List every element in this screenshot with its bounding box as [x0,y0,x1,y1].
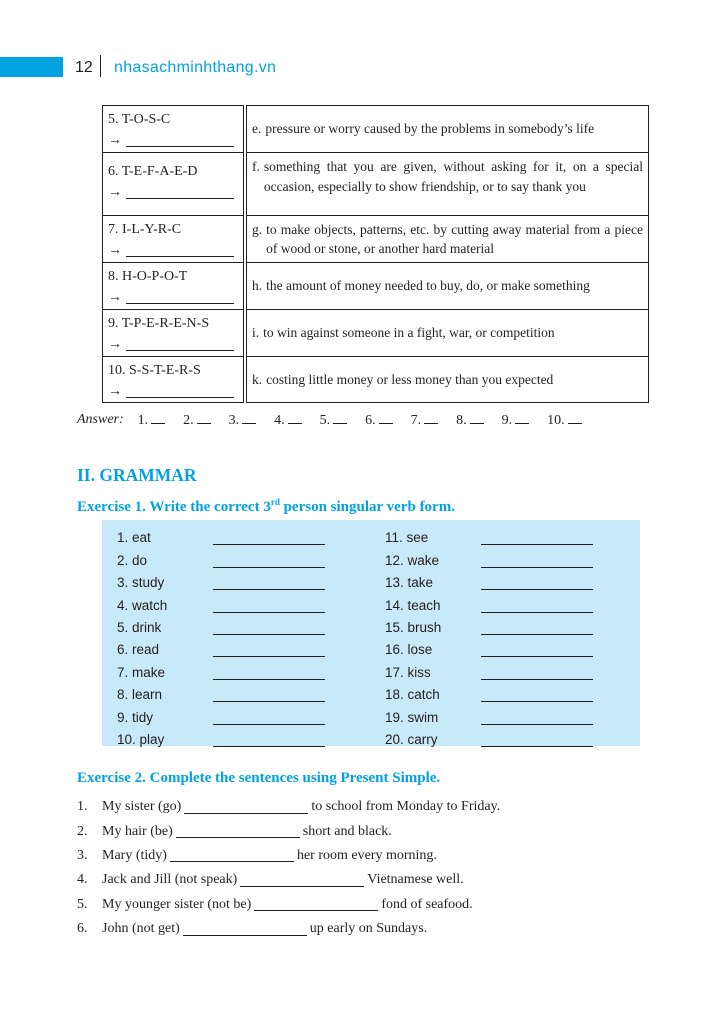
definition-cell [246,262,649,309]
verb-answer-blank[interactable] [481,687,593,702]
scrambled-word: 5. T-O-S-C [108,112,171,127]
answer-item[interactable]: 6. [365,412,393,429]
arrow-icon: → [108,133,122,148]
scrambled-word-cell [102,215,244,262]
answer-item[interactable]: 7. [411,412,439,429]
arrow-icon: → [108,290,122,305]
verb-answer-blank[interactable] [481,642,593,657]
verb-answer-blank[interactable] [481,710,593,725]
answer-item[interactable]: 4. [274,412,302,429]
scrambled-word: 6. T-E-F-A-E-D [108,164,198,179]
vocab-row [102,309,649,356]
definition-text: to win against someone in a fight, war, or competition [263,325,555,341]
arrow-icon: → [108,185,122,200]
answer-item[interactable]: 3. [229,412,257,429]
answer-blank[interactable] [126,135,234,147]
scrambled-word-cell [102,309,244,356]
answer-item[interactable]: 9. [502,412,530,429]
vocab-row [102,152,649,215]
scrambled-word-cell [102,356,244,403]
verb-item: 9. tidy [117,702,325,724]
definition-cell [246,309,649,356]
verb-item: 7. make [117,657,325,679]
answer-blank[interactable] [126,187,234,199]
scrambled-word: 7. I-L-Y-R-C [108,222,182,237]
definition-cell [246,356,649,403]
verb-item: 12. wake [385,545,593,567]
definition-text: pressure or worry caused by the problems in somebody’s life [265,121,595,137]
scrambled-word: 9. T-P-E-R-E-N-S [108,316,210,331]
answer-blank[interactable] [126,292,234,304]
vocab-row [102,356,649,403]
verb-answer-blank[interactable] [213,710,325,725]
verb-item: 14. teach [385,590,593,612]
header-divider [100,55,101,77]
verb-item: 4. watch [117,590,325,612]
definition-text: to make objects, patterns, etc. by cutting away material from a piece of wood or stone, or another hard material [266,221,643,256]
definition-cell [246,215,649,262]
exercise-1-title: Exercise 1. Write the correct 3rd person singular verb form. [77,497,455,515]
definition-cell [246,105,649,152]
definition-letter: k. [252,371,263,387]
answer-blank[interactable] [126,386,234,398]
arrow-icon: → [108,384,122,399]
definition-letter: e. [252,121,262,137]
verb-answer-blank[interactable] [481,620,593,635]
verb-answer-blank[interactable] [213,575,325,590]
verb-item: 17. kiss [385,657,593,679]
scrambled-word: 8. H-O-P-O-T [108,269,188,284]
verb-item: 16. lose [385,635,593,657]
definition-letter: h. [252,278,263,294]
sentence-blank[interactable] [176,825,300,838]
page-number: 12 [75,59,93,76]
definition-letter: g. [252,221,263,237]
verb-item: 5. drink [117,613,325,635]
sentence-item: 1. My sister (go) to school from Monday to Friday. [77,799,501,815]
answer-item[interactable]: 1. [138,412,166,429]
definition-letter: f. [252,159,260,174]
verb-answer-blank[interactable] [213,665,325,680]
definition-cell [246,152,649,215]
scrambled-word-cell [102,105,244,152]
scrambled-word: 10. S-S-T-E-R-S [108,363,201,378]
definition-letter: i. [252,325,260,341]
sentence-blank[interactable] [184,801,308,814]
vocab-row [102,215,649,262]
arrow-icon: → [108,337,122,352]
site-name: nhasachminhthang.vn [114,59,277,76]
verb-item: 13. take [385,568,593,590]
vocab-matching-table [102,105,649,403]
answer-item[interactable]: 2. [183,412,211,429]
sentence-blank[interactable] [254,898,378,911]
answer-item[interactable]: 8. [456,412,484,429]
verb-item: 11. see [385,523,593,545]
verb-answer-blank[interactable] [213,687,325,702]
answer-row [77,412,600,429]
arrow-icon: → [108,243,122,258]
exercise-2-title: Exercise 2. Complete the sentences using Present Simple. [77,770,441,786]
sentence-item: 4. Jack and Jill (not speak) Vietnamese well. [77,872,464,888]
verb-answer-blank[interactable] [213,732,325,747]
verb-answer-blank[interactable] [481,575,593,590]
sentence-blank[interactable] [170,849,294,862]
sentence-item: 5. My younger sister (not be) fond of seafood. [77,896,473,912]
answer-blank[interactable] [126,245,234,257]
vocab-row [102,105,649,152]
verb-answer-blank[interactable] [213,620,325,635]
verb-answer-blank[interactable] [213,598,325,613]
verb-item: 6. read [117,635,325,657]
verb-answer-blank[interactable] [481,553,593,568]
verb-answer-blank[interactable] [481,530,593,545]
answer-blank[interactable] [126,339,234,351]
verb-item: 3. study [117,568,325,590]
verb-answer-blank[interactable] [213,553,325,568]
verb-item: 20. carry [385,725,593,747]
verb-item: 1. eat [117,523,325,545]
verb-column-right [385,523,593,747]
verb-answer-blank[interactable] [213,642,325,657]
verb-answer-blank[interactable] [481,598,593,613]
section-title: II. GRAMMAR [77,465,197,485]
verb-item: 2. do [117,545,325,567]
sentence-item: 2. My hair (be) short and black. [77,823,392,839]
verb-form-box [102,520,640,746]
scrambled-word-cell [102,262,244,309]
definition-text: the amount of money needed to buy, do, or make something [266,278,590,294]
verb-column-left [117,523,325,747]
scrambled-word-cell [102,152,244,215]
answer-label: Answer: [77,412,124,427]
vocab-row [102,262,649,309]
verb-item: 15. brush [385,613,593,635]
sentence-list [77,795,500,941]
sentence-blank[interactable] [240,874,364,887]
answer-item[interactable]: 10. [547,412,582,429]
verb-item: 10. play [117,725,325,747]
verb-answer-blank[interactable] [481,732,593,747]
sentence-item: 3. Mary (tidy) her room every morning. [77,847,437,863]
verb-item: 8. learn [117,680,325,702]
verb-answer-blank[interactable] [481,665,593,680]
verb-item: 18. catch [385,680,593,702]
sentence-item: 6. John (not get) up early on Sundays. [77,921,428,937]
definition-text: costing little money or less money than you expected [266,371,554,387]
definition-text: something that you are given, without asking for it, on a special occasion, especially to show friendship, or to say thank you [263,159,643,194]
header-accent-bar [0,57,63,77]
sentence-blank[interactable] [183,923,307,936]
answer-item[interactable]: 5. [320,412,348,429]
verb-item: 19. swim [385,702,593,724]
verb-answer-blank[interactable] [213,530,325,545]
